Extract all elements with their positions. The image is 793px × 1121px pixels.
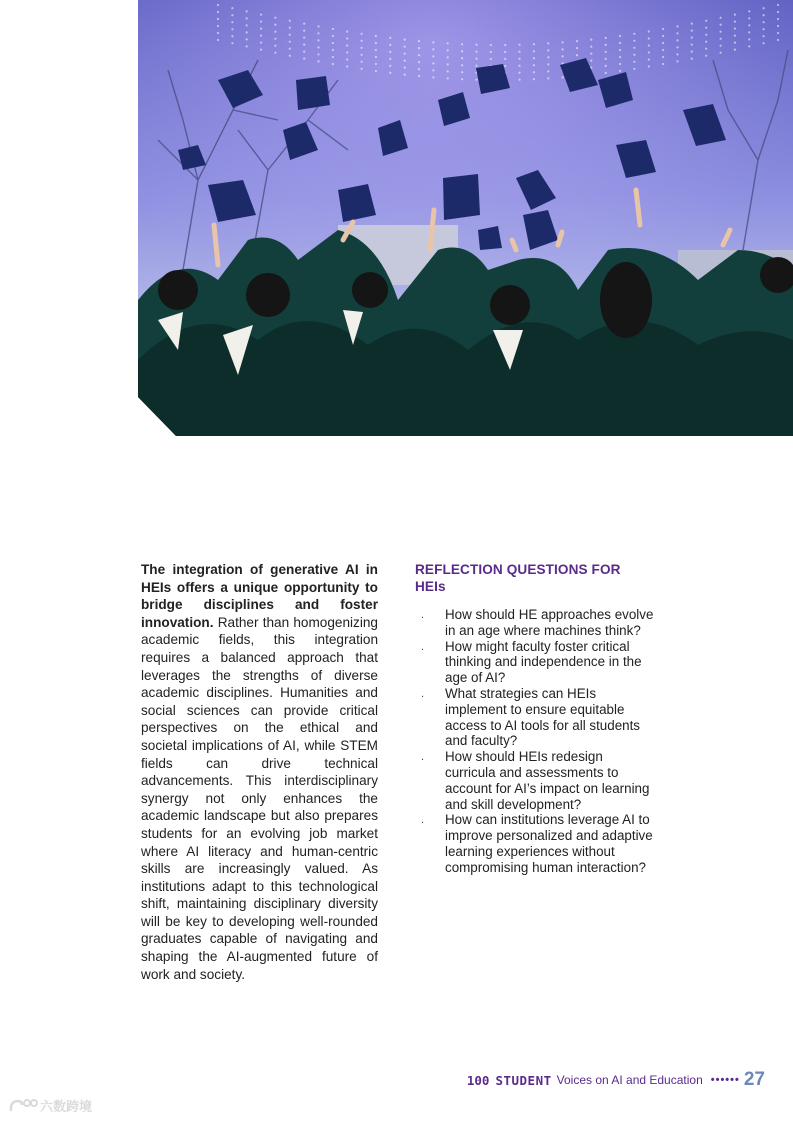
question-text: How should HE approaches evolve in an age where machines think?: [445, 607, 654, 638]
reflection-title: REFLECTION QUESTIONS FOR HEIs: [415, 562, 621, 594]
footer-title: Voices on AI and Education: [556, 1073, 703, 1087]
list-item: [415, 607, 655, 639]
graduation-caps-photo: [138, 0, 793, 436]
watermark: [8, 1096, 92, 1115]
reflection-section: [415, 561, 655, 876]
list-item: [415, 749, 655, 812]
page-footer: [467, 1068, 765, 1092]
list-item: [415, 639, 655, 686]
bullet-dot: .: [421, 687, 425, 700]
bullet-dot: .: [421, 814, 425, 827]
bullet-dot: .: [421, 751, 425, 764]
list-item: [415, 686, 655, 749]
bullet-dot: .: [421, 609, 425, 621]
footer-number: 100: [466, 1072, 490, 1088]
bullet-dot: .: [421, 640, 425, 653]
intro-paragraph: [141, 561, 378, 983]
watermark-text: 六数跨境: [40, 1099, 93, 1114]
question-text: How might faculty foster critical thinking and independence in the age of AI?: [445, 638, 642, 686]
question-text: How can institutions leverage AI to improve personalized and adaptive learning experiences without compromising human interaction?: [445, 812, 653, 875]
intro-lead: The integration of generative AI in HEIs offers a unique opportunity to bridge disciplines and foster innovation.: [141, 562, 378, 630]
page-number: 27: [743, 1069, 765, 1090]
footer-student: STUDENT: [495, 1072, 552, 1088]
intro-body: Rather than homogenizing academic fields, this integration requires a balanced approach that leverages the strengths of diverse academic disciplines. Humanities and social sciences can provide critical perspectives on the ethical and societal implications of AI, while STEM fields can drive technical advancements. This interdisciplinary synergy not only enhances the academic landscape but also prepares students for an evolving job market where AI literacy and human-centric skills are increasingly valued. As institutions adapt to this technological shift, maintaining disciplinary diversity will be key to developing well-rounded graduates capable of navigating and shaping the AI-augmented future of work and society.: [141, 614, 378, 982]
reflection-questions-list: [415, 607, 655, 876]
list-item: [415, 812, 655, 875]
watermark-logo-icon: [8, 1097, 38, 1115]
footer-dots: ••••••: [710, 1074, 740, 1086]
question-text: What strategies can HEIs implement to ensure equitable access to AI tools for all students and faculty?: [445, 685, 641, 749]
question-text: How should HEIs redesign curricula and assessments to account for AI’s impact on learning and skill development?: [445, 749, 650, 812]
